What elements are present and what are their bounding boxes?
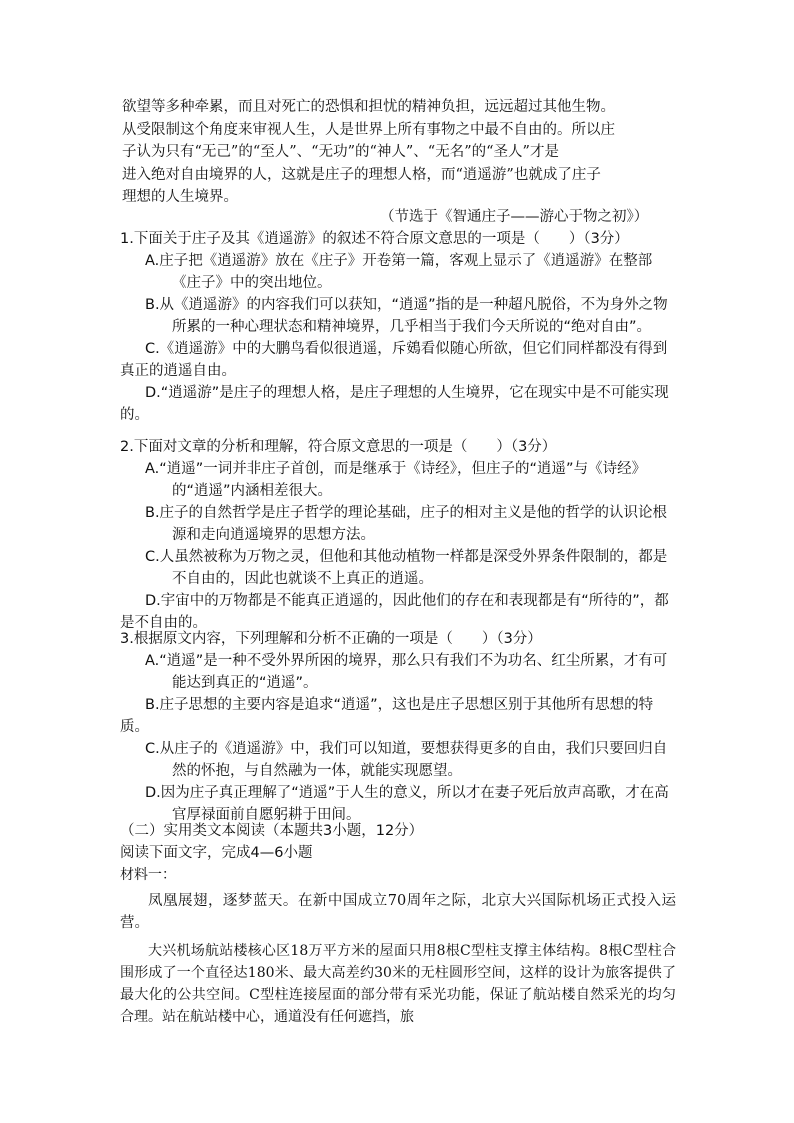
question-1 — [120, 228, 675, 426]
option-d[interactable]: D.“逍遥游”是庄子的理想人格，是庄子理想的人生境界，它在现实中是不可能实现的。 — [120, 385, 669, 423]
option-a[interactable]: A.“逍遥”一词并非庄子首创，而是继承于《诗经》，但庄子的“逍遥”与《诗经》的“逍遥”内涵相差很大。 — [145, 461, 647, 499]
option-c[interactable]: C.人虽然被称为万物之灵，但他和其他动植物一样都是深受外界条件限制的，都是不自由的，因此也就谈不上真正的逍遥。 — [145, 549, 668, 587]
option-c[interactable]: C.从庄子的《逍遥游》中，我们可以知道，要想获得更多的自由，我们只要回归自然的怀抱，与自然融为一体，就能实现愿望。 — [145, 741, 668, 779]
question-stem: 3.根据原文内容，下列理解和分析不正确的一项是（ ）（3分） — [120, 631, 542, 647]
option-d[interactable]: D.因为庄子真正理解了“逍遥”于人生的意义，所以才在妻子死后放声高歌，才在高官厚禄面前自愿躬耕于田间。 — [145, 785, 669, 823]
intro-line: 理想的人生境界。 — [122, 189, 238, 205]
intro-line: 进入绝对自由境界的人，这就是庄子的理想人格，而“逍遥游”也就成了庄子 — [122, 166, 601, 183]
source-citation: （节选于《智通庄子——游心于物之初》） — [380, 209, 649, 225]
practical-reading-section — [120, 820, 676, 1028]
intro-line: 从受限制这个角度来审视人生，人是世界上所有事物之中最不自由的。所以庄 — [122, 121, 615, 138]
material-paragraph: 大兴机场航站楼核心区18万平方米的屋面只用8根C型柱支撑主体结构。8根C型柱合围形成了一个直径达180米、最大高差约30米的无柱圆形空间，这样的设计为旅客提供了最大化的公共空间。C型柱连接屋面的部分带有采光功能，保证了航站楼自然采光的均匀合理。站在航站楼中心，通道没有任何遮挡，旅 — [120, 943, 676, 1025]
material-paragraph: 凤凰展翅，逐梦蓝天。在新中国成立70周年之际，北京大兴国际机场正式投入运营。 — [120, 893, 676, 931]
option-a[interactable]: A.庄子把《逍遥游》放在《庄子》开卷第一篇，客观上显示了《逍遥游》在整部《庄子》中的突出地位。 — [145, 253, 653, 291]
option-c[interactable]: C.《逍遥游》中的大鹏鸟看似很逍遥，斥鴳看似随心所欲，但它们同样都没有得到真正的逍遥自由。 — [120, 341, 668, 379]
intro-line: 欲望等多种牵累，而且对死亡的恐惧和担忧的精神负担，远远超过其他生物。 — [122, 99, 615, 115]
option-b[interactable]: B.庄子思想的主要内容是追求“逍遥”，这也是庄子思想区别于其他所有思想的特质。 — [120, 697, 654, 735]
material-label: 材料一： — [120, 867, 176, 883]
question-3 — [120, 628, 675, 826]
intro-line: 子认为只有“无己”的“至人”、“无功”的“神人”、“无名”的“圣人”才是 — [122, 144, 559, 160]
option-b[interactable]: B.从《逍遥游》的内容我们可以获知，“逍遥”指的是一种超凡脱俗，不为身外之物所累的一种心理状态和精神境界，几乎相当于我们今天所说的“绝对自由”。 — [145, 297, 668, 335]
option-a[interactable]: A.“逍遥”是一种不受外界所困的境界，那么只有我们不为功名、红尘所累，才有可能达到真正的“逍遥”。 — [145, 653, 668, 691]
question-2 — [120, 436, 675, 634]
section-instruction: 阅读下面文字，完成4—6小题 — [120, 845, 313, 861]
option-d[interactable]: D.宇宙中的万物都是不能真正逍遥的，因此他们的存在和表现都是有“所待的”，都是不自由的。 — [120, 593, 669, 631]
intro-passage — [122, 96, 674, 209]
question-stem: 2.下面对文章的分析和理解，符合原文意思的一项是（ ）（3分） — [120, 439, 557, 455]
question-stem: 1.下面关于庄子及其《逍遥游》的叙述不符合原文意思的一项是（ ）（3分） — [120, 231, 629, 247]
section-title: （二）实用类文本阅读（本题共3小题，12分） — [120, 823, 424, 839]
option-b[interactable]: B.庄子的自然哲学是庄子哲学的理论基础，庄子的相对主义是他的哲学的认识论根源和走向逍遥境界的思想方法。 — [145, 505, 668, 543]
